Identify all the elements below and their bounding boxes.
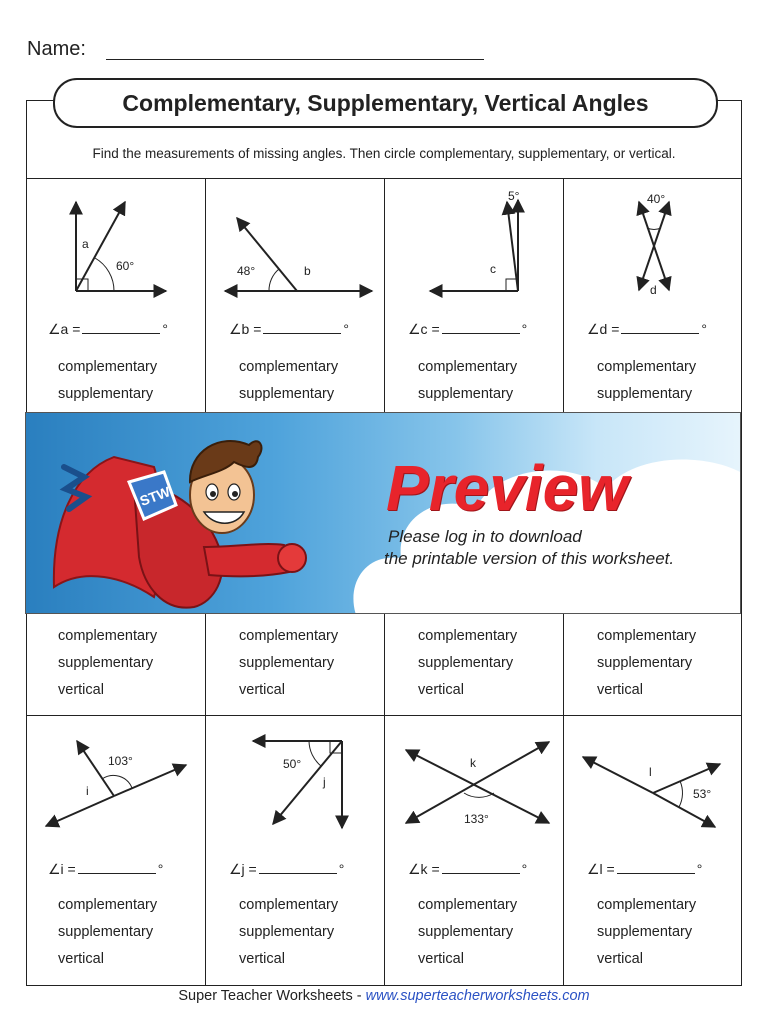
option-complementary[interactable]: complementary <box>418 628 518 644</box>
degree-symbol: ° <box>521 321 528 337</box>
option-supplementary[interactable]: supplementary <box>597 924 693 940</box>
preview-banner[interactable] <box>25 412 741 614</box>
option-complementary[interactable]: complementary <box>239 359 339 375</box>
angle-label: c <box>490 262 496 276</box>
option-complementary[interactable]: complementary <box>58 359 158 375</box>
option-complementary[interactable]: complementary <box>418 359 518 375</box>
option-vertical[interactable]: vertical <box>58 951 104 967</box>
option-vertical[interactable]: vertical <box>239 951 285 967</box>
equation-label: ∠d = <box>587 321 620 337</box>
angle-figure-j <box>205 715 385 855</box>
answer-blank[interactable] <box>442 321 520 334</box>
degree-symbol: ° <box>696 861 703 877</box>
option-vertical[interactable]: vertical <box>597 682 643 698</box>
angle-label: b <box>304 264 311 278</box>
degree-symbol: ° <box>338 861 345 877</box>
equation-label: ∠c = <box>408 321 440 337</box>
degree-symbol: ° <box>157 861 164 877</box>
option-complementary[interactable]: complementary <box>58 628 158 644</box>
angle-figure-k <box>384 715 564 855</box>
option-supplementary[interactable]: supplementary <box>239 386 335 402</box>
option-supplementary[interactable]: supplementary <box>239 655 335 671</box>
answer-blank[interactable] <box>78 861 156 874</box>
preview-message-line2: the printable version of this worksheet. <box>384 549 675 568</box>
given-angle: 103° <box>108 754 133 768</box>
option-supplementary[interactable]: supplementary <box>597 386 693 402</box>
angle-figure-l <box>563 715 743 855</box>
answer-equation <box>587 861 702 878</box>
answer-blank[interactable] <box>621 321 699 334</box>
footer <box>0 988 768 1004</box>
answer-blank[interactable] <box>442 861 520 874</box>
degree-symbol: ° <box>521 861 528 877</box>
instructions: Find the measurements of missing angles. Then circle complementary, supplementary, or vertical. <box>92 146 676 161</box>
given-angle: 133° <box>464 812 489 826</box>
answer-equation <box>229 861 344 878</box>
option-complementary[interactable]: complementary <box>418 897 518 913</box>
angle-label: j <box>323 775 326 789</box>
badge-text: STW <box>137 483 173 509</box>
given-angle: 48° <box>237 264 256 278</box>
preview-message-line1: Please log in to download <box>388 527 582 546</box>
answer-equation <box>229 321 349 338</box>
option-complementary[interactable]: complementary <box>239 897 339 913</box>
angle-label: k <box>470 756 476 770</box>
option-complementary[interactable]: complementary <box>597 628 697 644</box>
option-supplementary[interactable]: supplementary <box>58 924 154 940</box>
option-vertical[interactable]: vertical <box>418 682 464 698</box>
option-supplementary[interactable]: supplementary <box>418 655 514 671</box>
answer-equation <box>48 321 168 338</box>
option-complementary[interactable]: complementary <box>597 359 697 375</box>
angle-label: i <box>86 784 89 798</box>
option-supplementary[interactable]: supplementary <box>418 386 514 402</box>
name-label: Name: <box>27 38 86 60</box>
given-angle: 53° <box>693 787 712 801</box>
answer-blank[interactable] <box>82 321 160 334</box>
option-vertical[interactable]: vertical <box>239 682 285 698</box>
option-complementary[interactable]: complementary <box>597 897 697 913</box>
answer-equation <box>408 321 527 338</box>
degree-symbol: ° <box>343 321 350 337</box>
angle-label: l <box>649 765 652 779</box>
answer-blank[interactable] <box>617 861 695 874</box>
answer-equation <box>48 861 163 878</box>
degree-symbol: ° <box>701 321 708 337</box>
answer-equation <box>587 321 707 338</box>
option-supplementary[interactable]: supplementary <box>418 924 514 940</box>
option-vertical[interactable]: vertical <box>597 951 643 967</box>
answer-equation <box>408 861 527 878</box>
worksheet-title: Complementary, Supplementary, Vertical Angles <box>53 78 718 128</box>
option-supplementary[interactable]: supplementary <box>58 655 154 671</box>
angle-label: d <box>650 283 657 297</box>
equation-label: ∠k = <box>408 861 440 877</box>
given-angle: 50° <box>283 757 302 771</box>
option-supplementary[interactable]: supplementary <box>58 386 154 402</box>
given-angle: 60° <box>116 259 135 273</box>
option-vertical[interactable]: vertical <box>58 682 104 698</box>
footer-brand: Super Teacher Worksheets - <box>178 988 366 1004</box>
angle-label: a <box>82 237 89 251</box>
footer-link[interactable]: www.superteacherworksheets.com <box>365 988 590 1004</box>
option-supplementary[interactable]: supplementary <box>239 924 335 940</box>
angle-figure-a <box>26 178 206 318</box>
option-complementary[interactable]: complementary <box>239 628 339 644</box>
equation-label: ∠b = <box>229 321 262 337</box>
option-complementary[interactable]: complementary <box>58 897 158 913</box>
answer-blank[interactable] <box>259 861 337 874</box>
angle-figure-c <box>384 178 564 318</box>
given-angle: 40° <box>647 192 666 206</box>
angle-figure-d <box>563 178 743 318</box>
equation-label: ∠a = <box>48 321 81 337</box>
superhero-mascot <box>44 427 324 614</box>
option-vertical[interactable]: vertical <box>418 951 464 967</box>
name-line[interactable] <box>106 59 484 60</box>
equation-label: ∠j = <box>229 861 257 877</box>
answer-blank[interactable] <box>263 321 341 334</box>
equation-label: ∠l = <box>587 861 615 877</box>
degree-symbol: ° <box>162 321 169 337</box>
angle-figure-i <box>26 715 206 855</box>
equation-label: ∠i = <box>48 861 76 877</box>
angle-figure-b <box>205 178 385 318</box>
given-angle: 5° <box>508 189 520 203</box>
option-supplementary[interactable]: supplementary <box>597 655 693 671</box>
preview-title: Preview <box>386 452 628 524</box>
